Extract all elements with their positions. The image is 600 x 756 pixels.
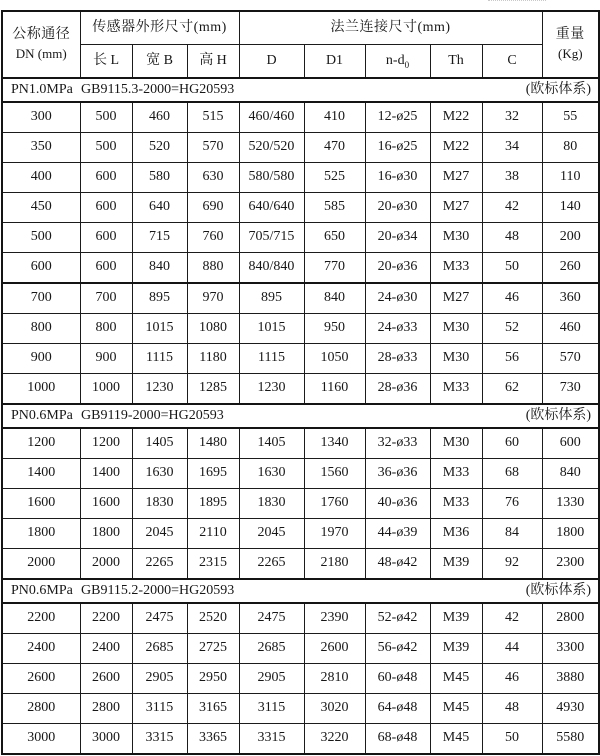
cell-width-b: 2905 — [132, 664, 187, 694]
cell-dn: 600 — [2, 253, 80, 284]
cell-d: 1115 — [239, 344, 304, 374]
cell-length-l: 1600 — [80, 489, 132, 519]
cell-weight: 200 — [542, 223, 599, 253]
cell-length-l: 2000 — [80, 549, 132, 580]
section-standard-code: GB9119-2000=HG20593 — [81, 407, 224, 423]
cell-dn: 2600 — [2, 664, 80, 694]
cell-d1: 2180 — [304, 549, 365, 580]
cell-th: M39 — [430, 603, 482, 634]
cell-n-d0: 28-ø33 — [365, 344, 430, 374]
cell-width-b: 1015 — [132, 314, 187, 344]
table-row — [2, 314, 599, 344]
cell-weight: 600 — [542, 428, 599, 459]
cell-d: 2905 — [239, 664, 304, 694]
cell-weight: 2800 — [542, 603, 599, 634]
cell-n-d0: 32-ø33 — [365, 428, 430, 459]
table-row — [2, 694, 599, 724]
cell-d: 2265 — [239, 549, 304, 580]
cell-n-d0: 64-ø48 — [365, 694, 430, 724]
subheader-height-h: 高 H — [187, 45, 239, 79]
cell-d: 2685 — [239, 634, 304, 664]
header-row-groups — [2, 11, 599, 45]
cell-width-b: 2045 — [132, 519, 187, 549]
cell-height-h: 1285 — [187, 374, 239, 405]
cell-d: 1830 — [239, 489, 304, 519]
cell-weight: 460 — [542, 314, 599, 344]
cell-th: M30 — [430, 344, 482, 374]
cell-d1: 525 — [304, 163, 365, 193]
cell-height-h: 1180 — [187, 344, 239, 374]
cell-height-h: 3365 — [187, 724, 239, 755]
cell-height-h: 690 — [187, 193, 239, 223]
cell-weight: 1800 — [542, 519, 599, 549]
table-row — [2, 603, 599, 634]
cell-c: 34 — [482, 133, 542, 163]
cell-width-b: 1830 — [132, 489, 187, 519]
cell-length-l: 1800 — [80, 519, 132, 549]
section-header-row — [2, 404, 599, 428]
section-system-note: (欧标体系) — [525, 407, 592, 423]
scan-artifact — [488, 0, 546, 3]
section-pressure-rating: PN1.0MPa — [11, 81, 73, 97]
section-standard-code: GB9115.2-2000=HG20593 — [81, 582, 235, 598]
cell-dn: 2000 — [2, 549, 80, 580]
cell-d1: 950 — [304, 314, 365, 344]
cell-weight: 840 — [542, 459, 599, 489]
header-row-subcolumns — [2, 45, 599, 79]
table-row — [2, 634, 599, 664]
cell-length-l: 3000 — [80, 724, 132, 755]
cell-n-d0: 36-ø36 — [365, 459, 430, 489]
cell-c: 84 — [482, 519, 542, 549]
cell-d: 460/460 — [239, 102, 304, 133]
cell-d: 1405 — [239, 428, 304, 459]
cell-weight: 55 — [542, 102, 599, 133]
table-row — [2, 724, 599, 755]
cell-c: 44 — [482, 634, 542, 664]
header-weight — [542, 11, 599, 78]
cell-height-h: 630 — [187, 163, 239, 193]
cell-height-h: 2315 — [187, 549, 239, 580]
cell-weight: 110 — [542, 163, 599, 193]
cell-th: M30 — [430, 223, 482, 253]
cell-length-l: 600 — [80, 223, 132, 253]
cell-c: 46 — [482, 664, 542, 694]
cell-height-h: 2950 — [187, 664, 239, 694]
cell-length-l: 500 — [80, 133, 132, 163]
cell-width-b: 1405 — [132, 428, 187, 459]
cell-dn: 2400 — [2, 634, 80, 664]
cell-height-h: 515 — [187, 102, 239, 133]
cell-th: M22 — [430, 133, 482, 163]
cell-c: 46 — [482, 283, 542, 314]
cell-d1: 2390 — [304, 603, 365, 634]
cell-height-h: 970 — [187, 283, 239, 314]
cell-n-d0: 48-ø42 — [365, 549, 430, 580]
cell-c: 48 — [482, 694, 542, 724]
cell-width-b: 3315 — [132, 724, 187, 755]
cell-height-h: 1080 — [187, 314, 239, 344]
cell-n-d0: 24-ø33 — [365, 314, 430, 344]
cell-th: M22 — [430, 102, 482, 133]
cell-length-l: 1200 — [80, 428, 132, 459]
cell-n-d0: 20-ø36 — [365, 253, 430, 284]
cell-c: 48 — [482, 223, 542, 253]
cell-th: M33 — [430, 459, 482, 489]
cell-d1: 1340 — [304, 428, 365, 459]
subheader-length-l: 长 L — [80, 45, 132, 79]
cell-length-l: 700 — [80, 283, 132, 314]
header-weight-unit: (Kg) — [557, 46, 583, 62]
cell-c: 42 — [482, 193, 542, 223]
cell-th: M36 — [430, 519, 482, 549]
cell-n-d0: 56-ø42 — [365, 634, 430, 664]
table-row — [2, 664, 599, 694]
cell-th: M33 — [430, 489, 482, 519]
cell-dn: 2200 — [2, 603, 80, 634]
cell-weight: 360 — [542, 283, 599, 314]
cell-c: 50 — [482, 253, 542, 284]
cell-width-b: 2685 — [132, 634, 187, 664]
cell-n-d0: 24-ø30 — [365, 283, 430, 314]
cell-c: 42 — [482, 603, 542, 634]
cell-th: M39 — [430, 634, 482, 664]
cell-length-l: 1000 — [80, 374, 132, 405]
cell-length-l: 2800 — [80, 694, 132, 724]
cell-c: 50 — [482, 724, 542, 755]
table-row — [2, 459, 599, 489]
cell-height-h: 2520 — [187, 603, 239, 634]
cell-n-d0: 52-ø42 — [365, 603, 430, 634]
table-row — [2, 102, 599, 133]
cell-d: 840/840 — [239, 253, 304, 284]
subheader-d1: D1 — [304, 45, 365, 79]
cell-width-b: 580 — [132, 163, 187, 193]
cell-length-l: 500 — [80, 102, 132, 133]
table-row — [2, 253, 599, 284]
cell-n-d0: 20-ø30 — [365, 193, 430, 223]
header-nominal-diameter — [2, 11, 80, 78]
header-weight-cn: 重量 — [555, 26, 585, 42]
cell-weight: 260 — [542, 253, 599, 284]
header-nominal-diameter-cn: 公称通径 — [12, 26, 71, 42]
subheader-nd0: $n-d_0$ — [365, 45, 430, 79]
cell-d1: 770 — [304, 253, 365, 284]
cell-c: 52 — [482, 314, 542, 344]
cell-th: M45 — [430, 694, 482, 724]
cell-th: M27 — [430, 163, 482, 193]
cell-d1: 2810 — [304, 664, 365, 694]
cell-n-d0: 40-ø36 — [365, 489, 430, 519]
cell-d: 895 — [239, 283, 304, 314]
cell-width-b: 1230 — [132, 374, 187, 405]
cell-d1: 1560 — [304, 459, 365, 489]
header-nominal-diameter-unit: DN (mm) — [15, 46, 67, 62]
cell-width-b: 895 — [132, 283, 187, 314]
section-standard-code: GB9115.3-2000=HG20593 — [81, 81, 235, 97]
cell-d: 640/640 — [239, 193, 304, 223]
cell-width-b: 640 — [132, 193, 187, 223]
cell-weight: 570 — [542, 344, 599, 374]
cell-d1: 1760 — [304, 489, 365, 519]
cell-d: 2475 — [239, 603, 304, 634]
table-row — [2, 133, 599, 163]
cell-weight: 4930 — [542, 694, 599, 724]
cell-width-b: 3115 — [132, 694, 187, 724]
cell-height-h: 1895 — [187, 489, 239, 519]
cell-dn: 500 — [2, 223, 80, 253]
cell-d1: 3020 — [304, 694, 365, 724]
cell-height-h: 570 — [187, 133, 239, 163]
cell-d: 1230 — [239, 374, 304, 405]
cell-weight: 2300 — [542, 549, 599, 580]
cell-c: 92 — [482, 549, 542, 580]
cell-dn: 300 — [2, 102, 80, 133]
cell-dn: 900 — [2, 344, 80, 374]
cell-width-b: 840 — [132, 253, 187, 284]
cell-d1: 585 — [304, 193, 365, 223]
cell-dn: 1200 — [2, 428, 80, 459]
cell-d1: 470 — [304, 133, 365, 163]
cell-dn: 800 — [2, 314, 80, 344]
cell-n-d0: 68-ø48 — [365, 724, 430, 755]
cell-d1: 410 — [304, 102, 365, 133]
table-row — [2, 223, 599, 253]
cell-weight: 730 — [542, 374, 599, 405]
cell-n-d0: 12-ø25 — [365, 102, 430, 133]
cell-weight: 1330 — [542, 489, 599, 519]
cell-d1: 1970 — [304, 519, 365, 549]
cell-c: 62 — [482, 374, 542, 405]
cell-length-l: 600 — [80, 193, 132, 223]
table-row — [2, 549, 599, 580]
table-row — [2, 193, 599, 223]
cell-weight: 3300 — [542, 634, 599, 664]
dimension-spec-table — [1, 10, 600, 755]
cell-height-h: 1480 — [187, 428, 239, 459]
section-pressure-rating: PN0.6MPa — [11, 407, 73, 423]
cell-dn: 3000 — [2, 724, 80, 755]
table-row — [2, 283, 599, 314]
cell-width-b: 460 — [132, 102, 187, 133]
cell-d1: 1050 — [304, 344, 365, 374]
subheader-c: C — [482, 45, 542, 79]
cell-dn: 1000 — [2, 374, 80, 405]
table-row — [2, 489, 599, 519]
cell-th: M33 — [430, 374, 482, 405]
cell-width-b: 1630 — [132, 459, 187, 489]
cell-dn: 700 — [2, 283, 80, 314]
cell-d1: 650 — [304, 223, 365, 253]
cell-weight: 80 — [542, 133, 599, 163]
cell-th: M27 — [430, 193, 482, 223]
cell-d: 3315 — [239, 724, 304, 755]
cell-th: M39 — [430, 549, 482, 580]
cell-height-h: 2725 — [187, 634, 239, 664]
table-row — [2, 519, 599, 549]
cell-height-h: 1695 — [187, 459, 239, 489]
cell-th: M45 — [430, 724, 482, 755]
cell-d: 1630 — [239, 459, 304, 489]
header-sensor-dimensions-group: 传感器外形尺寸(mm) — [80, 11, 239, 45]
cell-c: 76 — [482, 489, 542, 519]
table-row — [2, 374, 599, 405]
cell-length-l: 1400 — [80, 459, 132, 489]
section-header-row — [2, 78, 599, 102]
cell-length-l: 800 — [80, 314, 132, 344]
cell-n-d0: 60-ø48 — [365, 664, 430, 694]
subheader-d: D — [239, 45, 304, 79]
cell-d: 705/715 — [239, 223, 304, 253]
cell-n-d0: 44-ø39 — [365, 519, 430, 549]
cell-d: 580/580 — [239, 163, 304, 193]
cell-weight: 140 — [542, 193, 599, 223]
cell-dn: 1600 — [2, 489, 80, 519]
section-pressure-rating: PN0.6MPa — [11, 582, 73, 598]
cell-length-l: 2600 — [80, 664, 132, 694]
cell-c: 60 — [482, 428, 542, 459]
cell-width-b: 1115 — [132, 344, 187, 374]
cell-width-b: 2265 — [132, 549, 187, 580]
cell-th: M45 — [430, 664, 482, 694]
cell-d1: 1160 — [304, 374, 365, 405]
cell-length-l: 2200 — [80, 603, 132, 634]
cell-width-b: 520 — [132, 133, 187, 163]
cell-dn: 1400 — [2, 459, 80, 489]
cell-d1: 3220 — [304, 724, 365, 755]
cell-d: 2045 — [239, 519, 304, 549]
cell-width-b: 2475 — [132, 603, 187, 634]
cell-d1: 2600 — [304, 634, 365, 664]
cell-th: M33 — [430, 253, 482, 284]
cell-dn: 450 — [2, 193, 80, 223]
section-system-note: (欧标体系) — [525, 582, 592, 598]
cell-d: 1015 — [239, 314, 304, 344]
cell-d: 3115 — [239, 694, 304, 724]
cell-length-l: 2400 — [80, 634, 132, 664]
cell-th: M30 — [430, 314, 482, 344]
cell-weight: 3880 — [542, 664, 599, 694]
cell-n-d0: 28-ø36 — [365, 374, 430, 405]
cell-d: 520/520 — [239, 133, 304, 163]
cell-dn: 1800 — [2, 519, 80, 549]
cell-th: M27 — [430, 283, 482, 314]
table-row — [2, 428, 599, 459]
cell-width-b: 715 — [132, 223, 187, 253]
cell-d1: 840 — [304, 283, 365, 314]
cell-height-h: 760 — [187, 223, 239, 253]
cell-c: 32 — [482, 102, 542, 133]
cell-th: M30 — [430, 428, 482, 459]
subheader-width-b: 宽 B — [132, 45, 187, 79]
section-system-note: (欧标体系) — [525, 81, 592, 97]
cell-height-h: 2110 — [187, 519, 239, 549]
cell-n-d0: 16-ø25 — [365, 133, 430, 163]
cell-length-l: 600 — [80, 163, 132, 193]
table-row — [2, 163, 599, 193]
cell-dn: 400 — [2, 163, 80, 193]
cell-n-d0: 16-ø30 — [365, 163, 430, 193]
cell-weight: 5580 — [542, 724, 599, 755]
section-header-row — [2, 579, 599, 603]
cell-height-h: 880 — [187, 253, 239, 284]
table-row — [2, 344, 599, 374]
cell-dn: 2800 — [2, 694, 80, 724]
cell-height-h: 3165 — [187, 694, 239, 724]
cell-n-d0: 20-ø34 — [365, 223, 430, 253]
header-flange-dimensions-group: 法兰连接尺寸(mm) — [239, 11, 542, 45]
cell-c: 68 — [482, 459, 542, 489]
subheader-th: Th — [430, 45, 482, 79]
cell-c: 56 — [482, 344, 542, 374]
cell-dn: 350 — [2, 133, 80, 163]
cell-c: 38 — [482, 163, 542, 193]
cell-length-l: 600 — [80, 253, 132, 284]
cell-length-l: 900 — [80, 344, 132, 374]
